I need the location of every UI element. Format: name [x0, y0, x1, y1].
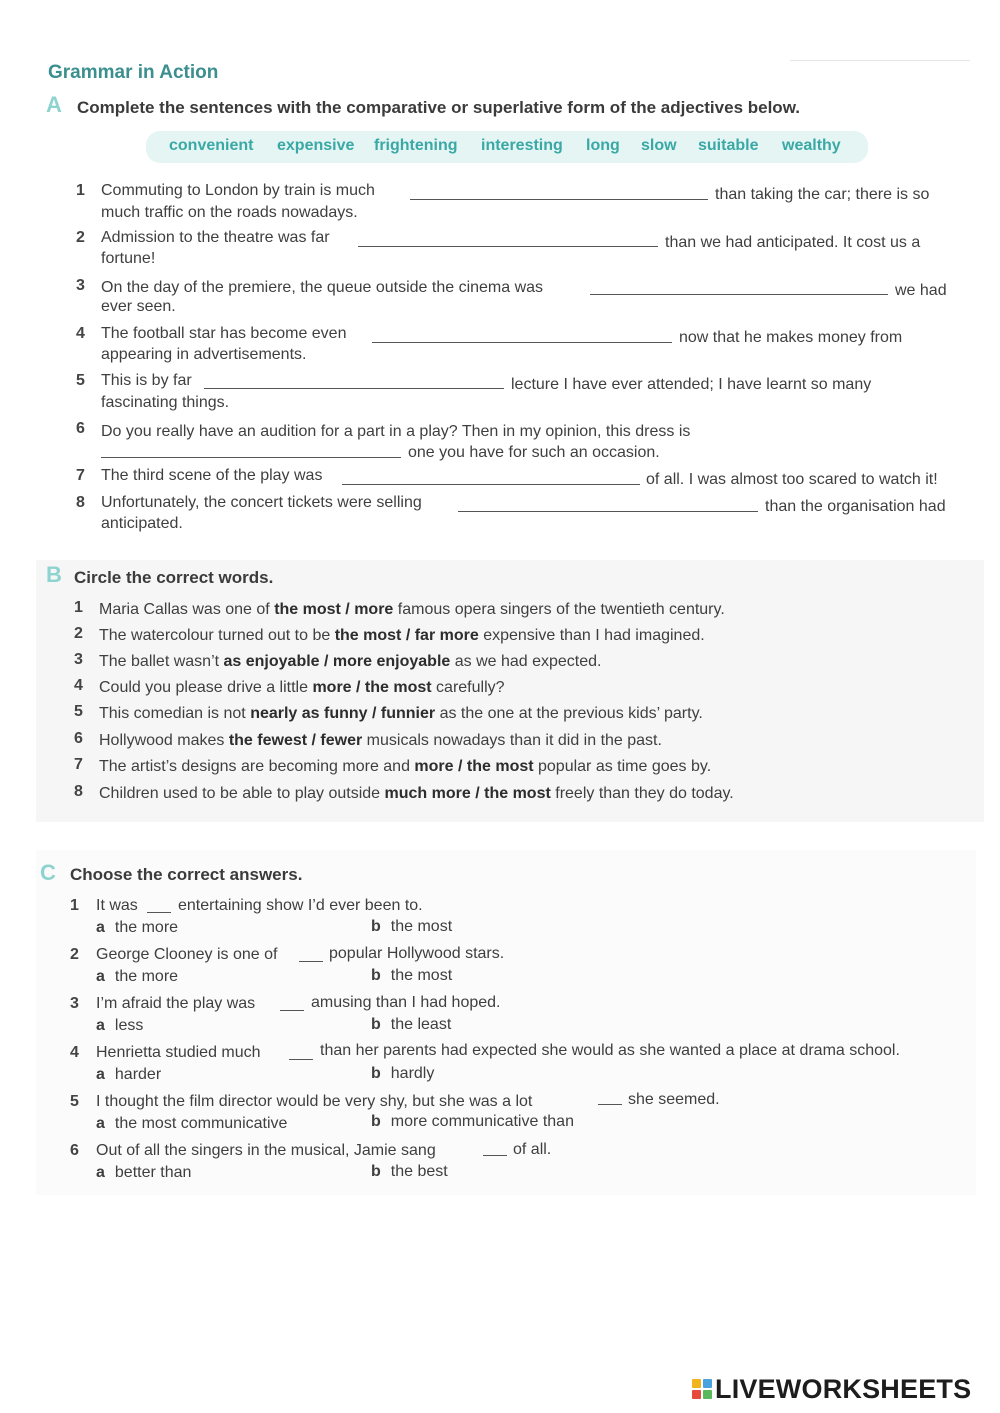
answer-blank[interactable]: [590, 294, 888, 295]
section-b-heading: Circle the correct words.: [74, 568, 274, 587]
top-rule: [790, 60, 970, 61]
sentence-text: than we had anticipated. It cost us a: [665, 234, 921, 251]
item-number: 1: [76, 182, 85, 199]
sentence-text: Do you really have an audition for a part in a play? Then in my opinion, this dress is: [101, 423, 691, 440]
option-a[interactable]: a less: [96, 1017, 144, 1034]
logo-square: [703, 1390, 712, 1399]
word-bank-item: convenient: [169, 137, 254, 154]
option-1[interactable]: more: [312, 679, 352, 696]
item-number: 3: [70, 995, 79, 1012]
sentence-text: she seemed.: [628, 1091, 720, 1108]
section-b-letter: B: [46, 562, 62, 587]
word-bank-item: interesting: [481, 137, 563, 154]
sentence-text: The ballet wasn’t as enjoyable / more enjoyable as we had expected.: [99, 653, 602, 670]
sentence-text: Commuting to London by train is much: [101, 182, 375, 199]
option-a[interactable]: a the more: [96, 968, 179, 985]
sentence-text: The artist’s designs are becoming more and more / the most popular as time goes by.: [99, 758, 712, 775]
item-number: 1: [74, 599, 83, 616]
option-a[interactable]: a better than: [96, 1164, 192, 1181]
section-a-heading: Complete the sentences with the comparative or superlative form of the adjectives below.: [77, 98, 801, 117]
word-bank-item: frightening: [374, 137, 458, 154]
answer-blank: [299, 961, 323, 962]
sentence-text: Out of all the singers in the musical, Jamie sang: [96, 1142, 436, 1159]
section-c-heading: Choose the correct answers.: [70, 865, 303, 884]
option-b[interactable]: b the most: [371, 967, 453, 984]
option-a[interactable]: a the most communicative: [96, 1115, 288, 1132]
sentence-text: The watercolour turned out to be the most / far more expensive than I had imagined.: [99, 627, 705, 644]
sentence-text: entertaining show I’d ever been to.: [178, 897, 423, 914]
logo-grid-icon: [692, 1379, 712, 1399]
option-2[interactable]: more enjoyable: [332, 653, 451, 670]
sentence-text: The football star has become even: [101, 325, 347, 342]
sentence-text: popular Hollywood stars.: [329, 945, 505, 962]
sentence-text: The third scene of the play was: [101, 467, 323, 484]
item-number: 6: [76, 420, 85, 437]
answer-blank: [483, 1155, 507, 1156]
logo-square: [703, 1379, 712, 1388]
sentence-text: It was: [96, 897, 138, 914]
sentence-text: This is by far: [101, 372, 192, 389]
option-2[interactable]: the most: [364, 679, 432, 696]
logo-square: [692, 1379, 701, 1388]
sentence-text: anticipated.: [101, 515, 183, 532]
word-bank-item: long: [586, 137, 620, 154]
answer-blank: [598, 1104, 622, 1105]
item-number: 1: [70, 897, 79, 914]
option-1[interactable]: more: [414, 758, 454, 775]
answer-blank[interactable]: [458, 511, 758, 512]
sentence-text: I thought the film director would be very shy, but she was a lot: [96, 1093, 533, 1110]
sentence-text: On the day of the premiere, the queue outside the cinema was: [101, 279, 544, 296]
answer-blank[interactable]: [204, 388, 504, 389]
sentence-text: appearing in advertisements.: [101, 346, 307, 363]
option-1[interactable]: the most: [274, 601, 341, 618]
item-number: 8: [76, 494, 85, 511]
logo-square: [692, 1390, 701, 1399]
option-1[interactable]: the most: [334, 627, 402, 644]
answer-blank: [280, 1010, 304, 1011]
item-number: 5: [70, 1093, 79, 1110]
answer-blank[interactable]: [372, 342, 672, 343]
item-number: 7: [76, 467, 85, 484]
section-c-letter: C: [40, 860, 56, 885]
sentence-text: Unfortunately, the concert tickets were selling: [101, 494, 422, 511]
option-a[interactable]: a harder: [96, 1066, 162, 1083]
answer-blank[interactable]: [101, 457, 401, 458]
option-1[interactable]: as enjoyable: [223, 653, 320, 670]
item-number: 5: [74, 703, 83, 720]
sentence-text: lecture I have ever attended; I have learnt so many: [511, 376, 872, 393]
option-2[interactable]: funnier: [380, 705, 436, 722]
sentence-text: Hollywood makes the fewest / fewer musicals nowadays than it did in the past.: [99, 732, 662, 749]
item-number: 2: [76, 229, 85, 246]
option-1[interactable]: much more: [384, 785, 471, 802]
word-bank-item: suitable: [698, 137, 759, 154]
option-b[interactable]: b more communicative than: [371, 1113, 574, 1130]
sentence-text: much traffic on the roads nowadays.: [101, 204, 358, 221]
option-b[interactable]: b the best: [371, 1163, 448, 1180]
item-number: 2: [70, 946, 79, 963]
item-number: 3: [76, 277, 85, 294]
option-b[interactable]: b the most: [371, 918, 453, 935]
word-bank-item: expensive: [277, 137, 355, 154]
liveworksheets-logo[interactable]: [692, 1373, 972, 1404]
option-2[interactable]: the most: [484, 785, 551, 802]
sentence-text: Admission to the theatre was far: [101, 229, 330, 246]
sentence-text: now that he makes money from: [679, 329, 903, 346]
answer-blank[interactable]: [358, 246, 658, 247]
sentence-text: than the organisation had: [765, 498, 946, 515]
sentence-text: fortune!: [101, 250, 156, 267]
option-2[interactable]: far more: [414, 627, 479, 644]
item-number: 3: [74, 651, 83, 668]
answer-blank[interactable]: [410, 199, 708, 200]
item-number: 5: [76, 372, 85, 389]
option-b[interactable]: b hardly: [371, 1065, 435, 1082]
word-bank-item: wealthy: [782, 137, 841, 154]
answer-blank: [289, 1059, 313, 1060]
sentence-text: amusing than I had hoped.: [311, 994, 501, 1011]
option-2[interactable]: more: [354, 601, 394, 618]
brand-text: LIVEWORKSHEETS: [715, 1373, 972, 1404]
sentence-text: Children used to be able to play outside much more / the most freely than they do today.: [99, 785, 734, 802]
option-1[interactable]: the fewest: [228, 732, 308, 749]
sentence-text: of all.: [513, 1141, 552, 1158]
sentence-text: than taking the car; there is so: [715, 186, 930, 203]
item-number: 7: [74, 756, 83, 773]
sentence-text: This comedian is not nearly as funny / funnier as the one at the previous kids’ party.: [99, 705, 703, 722]
item-number: 6: [70, 1142, 79, 1159]
sentence-text: than her parents had expected she would as she wanted a place at drama school.: [320, 1042, 900, 1059]
answer-blank: [147, 912, 171, 913]
sentence-text: of all. I was almost too scared to watch it!: [646, 471, 938, 488]
sentence-text: Henrietta studied much: [96, 1044, 261, 1061]
option-a[interactable]: a the more: [96, 919, 179, 936]
sentence-text: Could you please drive a little more / the most carefully?: [99, 679, 505, 696]
sentence-text: ever seen.: [101, 298, 176, 315]
sentence-text: I’m afraid the play was: [96, 995, 256, 1012]
item-number: 6: [74, 730, 83, 747]
sentence-text: we had: [895, 282, 947, 299]
answer-blank[interactable]: [342, 484, 640, 485]
page-title: Grammar in Action: [48, 62, 219, 83]
item-number: 4: [76, 325, 85, 342]
sentence-text: fascinating things.: [101, 394, 230, 411]
sentence-text: one you have for such an occasion.: [408, 444, 660, 461]
item-number: 4: [74, 677, 83, 694]
option-2[interactable]: the most: [466, 758, 534, 775]
item-number: 8: [74, 783, 83, 800]
option-2[interactable]: fewer: [320, 732, 363, 749]
word-bank-item: slow: [641, 137, 677, 154]
section-a-letter: A: [46, 92, 62, 117]
item-number: 2: [74, 625, 83, 642]
sentence-text: George Clooney is one of: [96, 946, 278, 963]
option-b[interactable]: b the least: [371, 1016, 452, 1033]
option-1[interactable]: nearly as funny: [250, 705, 368, 722]
item-number: 4: [70, 1044, 79, 1061]
sentence-text: Maria Callas was one of the most / more famous opera singers of the twentieth century.: [99, 601, 725, 618]
